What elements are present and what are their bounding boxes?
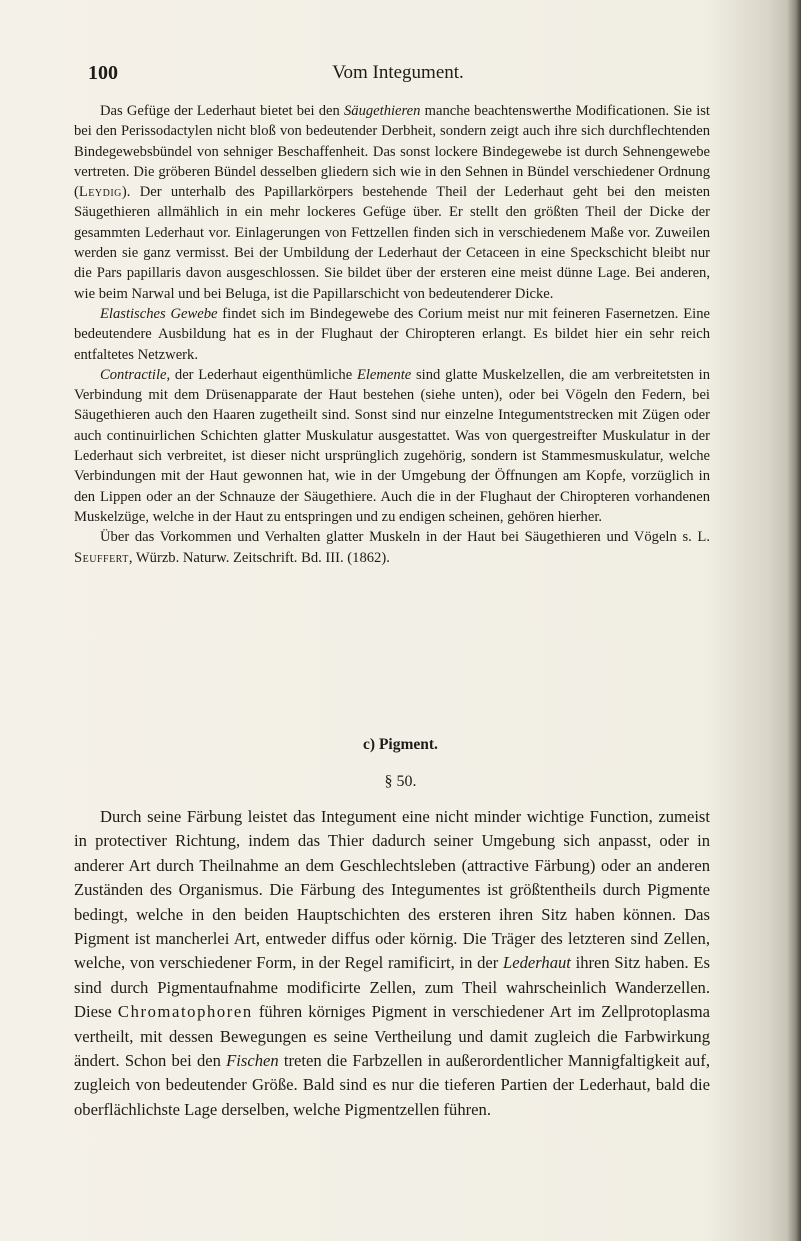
spaced-term: Chromatophoren [117,1002,253,1022]
page-header [88,62,708,88]
main-text-block [74,805,710,1122]
italic-term: Elemente [356,366,412,383]
text-run: manche beachtenswerthe Modificationen. Sie ist bei den Perissodactylen nicht bloß von bedeutender Derbheit, sondern zeigt auch ihre sich durchflechtenden Bindegewebsbündel von sehniger Beschaffenheit. Das sonst lockere Bindegewebe ist durch Sehnengewebe vertreten. Die gröberen Bündel desselben gliedern sich wie in den Sehnen in Bündel verschiedener Ordnung ( [74,103,710,201]
page-edge-shadow [787,0,801,1241]
text-run: Durch seine Färbung leistet das Integument eine nicht minder wichtige Function, zumeist in protectiver Richtung, indem das Thier dadurch seiner Umgebung sich anpasst, oder in anderer Art durch Theilnahme an dem Geschlechtsleben (attractive Färbung) oder an anderen Zuständen des Organismus. Die Färbung des Integumentes ist größtentheils durch Pigmente bedingt, welche in den beiden Hauptschichten des ersteren ihren Sitz haben können. Das Pigment ist mancherlei Art, entweder diffus oder körnig. Die Träger des letzteren sind Zellen, welche, von verschiedener Form, in der Regel ramificirt, in der [74,807,710,973]
text-run: findet sich im Bindegewebe des Corium meist nur mit feineren Fasernetzen. Eine bedeutendere Ausbildung hat es in der Flughaut der Chiropteren erlangt. Es bildet hier ein sehr reich entfaltetes Netzwerk. [74,305,710,363]
author-name: Seuffert [74,549,129,566]
text-run: führen körniges Pigment in verschiedener Art im Zellprotoplasma vertheilt, mit dessen Bewegungen es seine Vertheilung und damit zugleich die Farbwirkung ändert. Schon bei den [74,1002,710,1071]
paragraph-lederhaut-gefuege [74,101,710,304]
italic-term: Säugethieren [343,103,421,119]
italic-term: Fischen [226,1051,279,1071]
italic-term: Lederhaut [502,953,571,973]
paragraph-literature-note [74,527,710,568]
text-run: ihren Sitz haben. Es sind durch Pigmentaufnahme modificirte Zellen, zum Theil wahrscheinlich Wanderzellen. Diese [74,953,710,1022]
author-name: Leydig [78,184,122,201]
paragraph-number: § 50. [384,773,417,790]
text-run: der Lederhaut eigenthümliche [170,366,357,383]
page-number: 100 [88,62,118,84]
small-print-block [74,101,710,568]
paragraph-pigment [74,805,710,1122]
italic-term: Contractile, [100,366,171,383]
text-run: ). Der unterhalb des Papillarkörpers bestehende Theil der Lederhaut geht bei den meisten Säugethieren allmählich in ein mehr lockeres Gefüge über. Er stellt den größten Theil der Dicke der gesammten Lederhaut vor. Einlagerungen von Fettzellen finden sich in verschiedenem Maße vor. Zuweilen werden sie ganz vermisst. Bei der Umbildung der Lederhaut der Cetaceen in eine Speckschicht bleibt nur die Pars papillaris davon ausgeschlossen. Sie bildet über der ersteren eine meist dünne Lage. Bei anderen, wie beim Narwal und bei Beluga, ist die Papillarschicht von bedeutenderer Dicke. [74,184,710,302]
running-title: Vom Integument. [332,62,464,83]
paragraph-elastisches-gewebe [74,304,710,365]
paragraph-contractile-elemente [74,365,710,527]
text-run: , Würzb. Naturw. Zeitschrift. Bd. III. (1862). [128,549,390,566]
text-run: Über das Vorkommen und Verhalten glatter Muskeln in der Haut bei Säugethieren und Vögeln s. L. [100,529,710,546]
text-run: sind glatte Muskelzellen, die am verbreitetsten in Verbindung mit dem Drüsenapparate der Haut bestehen (siehe unten), oder bei Vögeln den Federn, bei Säugethieren auch den Haaren zugetheilt sind. Sonst sind nur einzelne Integumentstrecken mit Zügen oder auch continuirlichen Schichten glatter Muskulatur ausgestattet. Was von quergestreifter Muskulatur in der Lederhaut sich verbreitet, ist dieser nicht ursprünglich zugehörig, sondern ist Stammesmuskulatur, welche Verbindungen mit der Haut gewonnen hat, wie in der Umgebung der Öffnungen am Kopfe, vorzüglich in den Lippen oder an der Schnauze der Säugethiere. Auch die in der Flughaut der Chiropteren vorhandenen Muskelzüge, welche in der Haut zu entspringen und zu endigen scheinen, gehören hierher. [74,366,710,525]
text-run: Das Gefüge der Lederhaut bietet bei den [100,103,344,119]
text-run: treten die Farbzellen in außerordentlicher Mannigfaltigkeit auf, zugleich von bedeutender Größe. Bald sind es nur die tieferen Partien der Lederhaut, bald die oberflächlichste Lage derselben, welche Pigmentzellen führen. [74,1051,710,1119]
section-heading: c) Pigment. [363,736,438,753]
italic-term: Elastisches Gewebe [100,305,218,322]
